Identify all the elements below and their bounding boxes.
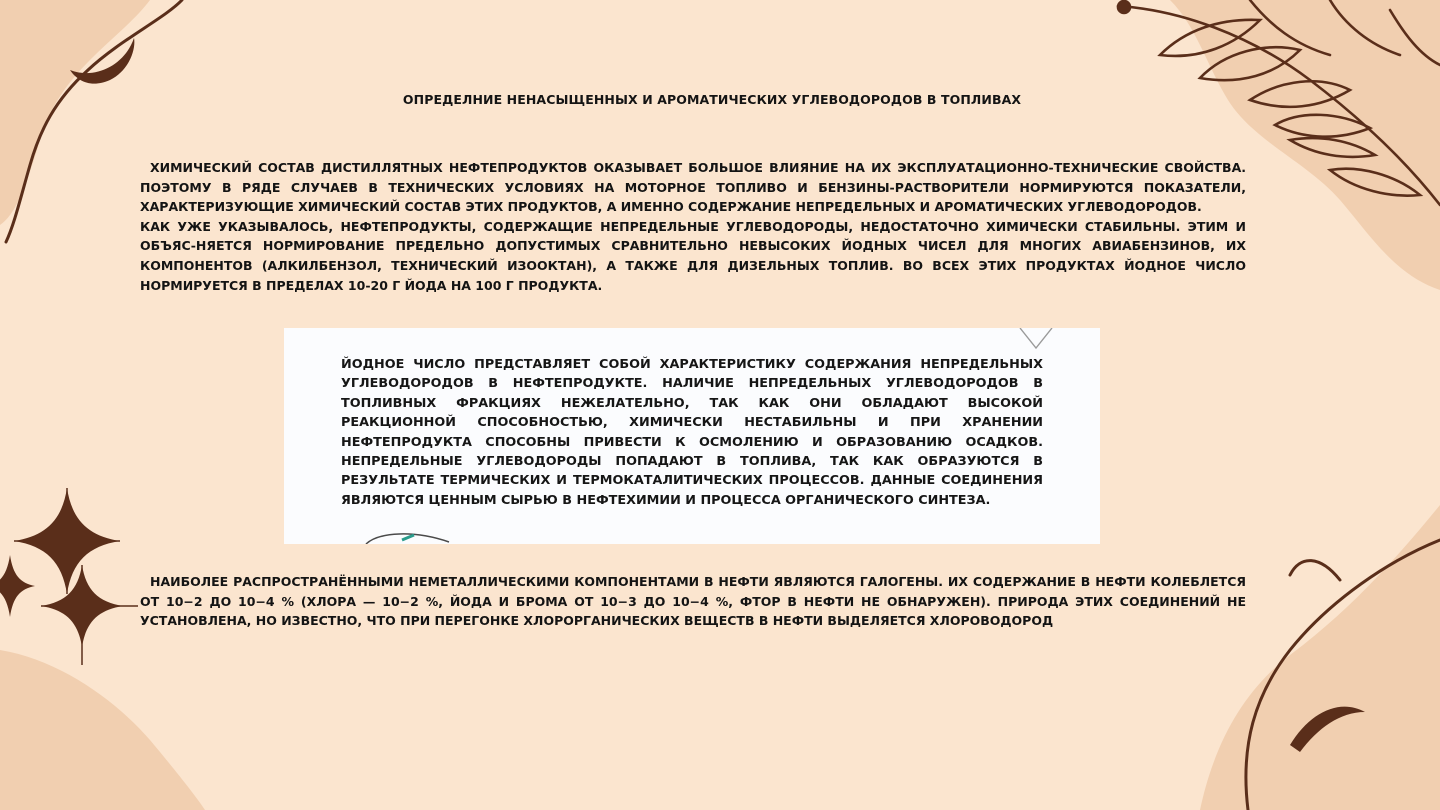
paragraph-1-sentence-1: ХИМИЧЕСКИЙ СОСТАВ ДИСТИЛЛЯТНЫХ НЕФТЕПРОДУКТОВ ОКАЗЫВАЕТ БОЛЬШОЕ ВЛИЯНИЕ НА ИХ ЭКСПЛУАТАЦИОННО-ТЕХНИЧЕСКИЕ СВОЙСТВА. ПОЭТОМУ В РЯДЕ СЛУЧАЕВ В ТЕХНИЧЕСКИХ УСЛОВИЯХ НА МОТОРНОЕ ТОПЛИВО И БЕНЗИНЫ-РАСТВОРИТЕЛИ НОРМИРУЮТСЯ ПОКАЗАТЕЛИ, ХАРАКТЕРИЗУЮЩИЕ ХИМИЧЕСКИЙ СОСТАВ ЭТИХ ПРОДУКТОВ, А ИМЕННО СОДЕРЖАНИЕ НЕПРЕДЕЛЬНЫХ И АРОМАТИЧЕСКИХ УГЛЕВОДОРОДОВ. — [140, 160, 1246, 215]
sparkle-ornament-left — [0, 488, 138, 665]
sparkle-small — [0, 555, 35, 617]
paragraph-3-text: НАИБОЛЕЕ РАСПРОСТРАНЁННЫМИ НЕМЕТАЛЛИЧЕСКИМИ КОМПОНЕНТАМИ В НЕФТИ ЯВЛЯЮТСЯ ГАЛОГЕНЫ. ИХ СОДЕРЖАНИЕ В НЕФТИ КОЛЕБЛЕТСЯ ОТ 10−2 ДО 10−4 % (ХЛОРА — 10−2 %, ЙОДА И БРОМА ОТ 10−3 ДО 10−4 %, ФТОР В НЕФТИ НЕ ОБНАРУЖЕН). ПРИРОДА ЭТИХ СОЕДИНЕНИЙ НЕ УСТАНОВЛЕНА, НО ИЗВЕСТНО, ЧТО ПРИ ПЕРЕГОНКЕ ХЛОРОРГАНИЧЕСКИХ ВЕЩЕСТВ В НЕФТИ ВЫДЕЛЯЕТСЯ ХЛОРОВОДОРОД — [140, 574, 1246, 629]
card-emblem-accent — [402, 535, 414, 540]
paragraph-1-sentence-2: КАК УЖЕ УКАЗЫВАЛОСЬ, НЕФТЕПРОДУКТЫ, СОДЕРЖАЩИЕ НЕПРЕДЕЛЬНЫЕ УГЛЕВОДОРОДЫ, НЕДОСТАТОЧНО ХИМИЧЕСКИ СТАБИЛЬНЫ. ЭТИМ И ОБЪЯС-НЯЕТСЯ НОРМИРОВАНИЕ ПРЕДЕЛЬНО ДОПУСТИМЫХ СРАВНИТЕЛЬНО НЕВЫСОКИХ ЙОДНЫХ ЧИСЕЛ ДЛЯ МНОГИХ АВИАБЕНЗИНОВ, ИХ КОМПОНЕНТОВ (АЛКИЛБЕНЗОЛ, ТЕХНИЧЕСКИЙ ИЗООКТАН), А ТАКЖЕ ДЛЯ ДИЗЕЛЬНЫХ ТОПЛИВ. ВО ВСЕХ ЭТИХ ПРОДУКТАХ ЙОДНОЕ ЧИСЛО НОРМИРУЕТСЯ В ПРЕДЕЛАХ 10-20 Г ЙОДА НА 100 Г ПРОДУКТА. — [140, 218, 1246, 293]
paragraph-halogens — [140, 572, 1246, 631]
paragraph-chemical-composition — [140, 158, 1246, 295]
slide-title: ОПРЕДЕЛНИЕ НЕНАСЫЩЕННЫХ И АРОМАТИЧЕСКИХ УГЛЕВОДОРОДОВ В ТОПЛИВАХ — [402, 92, 1022, 107]
blob-bottom-right — [1200, 505, 1440, 810]
card-corner-mark — [1020, 328, 1052, 348]
blob-bottom-left — [0, 650, 205, 810]
iodine-number-card — [284, 328, 1100, 544]
card-text: ЙОДНОЕ ЧИСЛО ПРЕДСТАВЛЯЕТ СОБОЙ ХАРАКТЕРИСТИКУ СОДЕРЖАНИЯ НЕПРЕДЕЛЬНЫХ УГЛЕВОДОРОДОВ В НЕФТЕПРОДУКТЕ. НАЛИЧИЕ НЕПРЕДЕЛЬНЫХ УГЛЕВОДОРОДОВ В ТОПЛИВНЫХ ФРАКЦИЯХ НЕЖЕЛАТЕЛЬНО, ТАК КАК ОНИ ОБЛАДАЮТ ВЫСОКОЙ РЕАКЦИОННОЙ СПОСОБНОСТЬЮ, ХИМИЧЕСКИ НЕСТАБИЛЬНЫ И ПРИ ХРАНЕНИИ НЕФТЕПРОДУКТА СПОСОБНЫ ПРИВЕСТИ К ОСМОЛЕНИЮ И ОБРАЗОВАНИЮ ОСАДКОВ. НЕПРЕДЕЛЬНЫЕ УГЛЕВОДОРОДЫ ПОПАДАЮТ В ТОПЛИВА, ТАК КАК ОБРАЗУЮТСЯ В РЕЗУЛЬТАТЕ ТЕРМИЧЕСКИХ И ТЕРМОКАТАЛИТИЧЕСКИХ ПРОЦЕССОВ. ДАННЫЕ СОЕДИНЕНИЯ ЯВЛЯЮТСЯ ЦЕННЫМ СЫРЬЮ В НЕФТЕХИМИИ И ПРОЦЕССА ОРГАНИЧЕСКОГО СИНТЕЗА. — [341, 357, 1043, 508]
